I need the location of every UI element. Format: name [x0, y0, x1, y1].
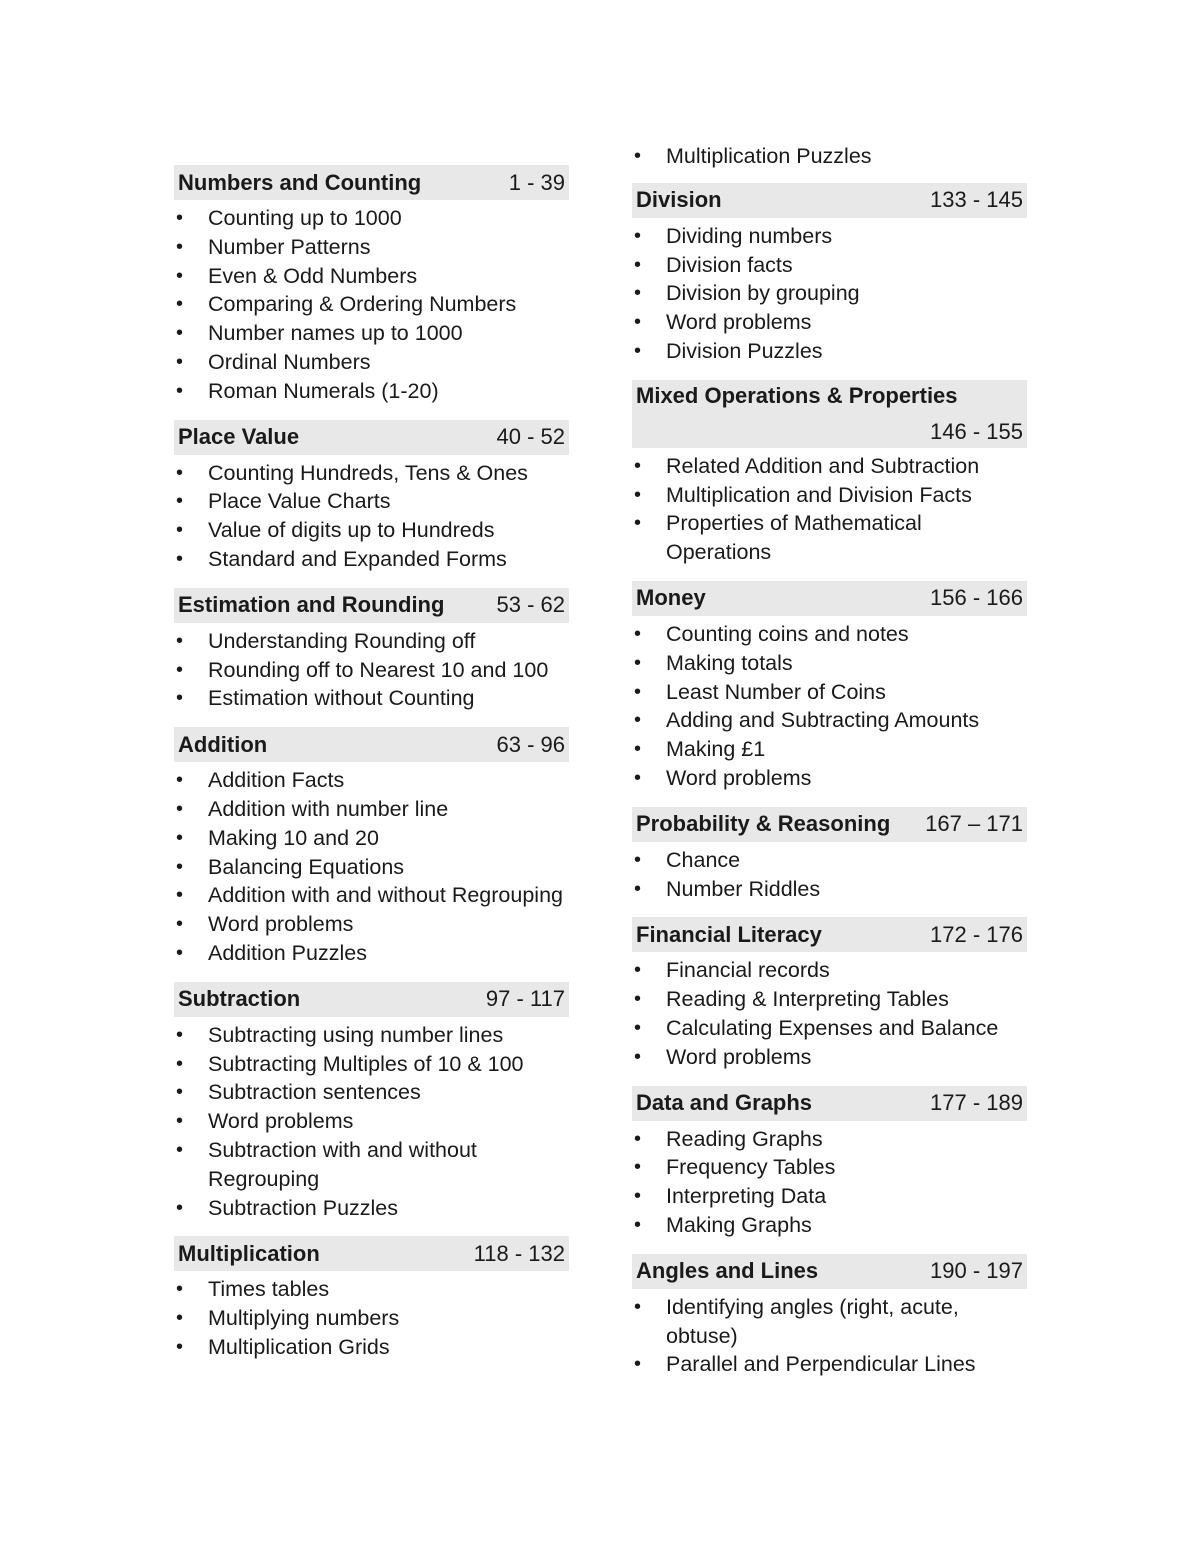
topic-item: • Multiplication Puzzles: [632, 142, 1027, 171]
topic-item: • Multiplication Grids: [174, 1333, 569, 1362]
topic-item: • Reading & Interpreting Tables: [632, 985, 1027, 1014]
topic-item: • Subtraction with and without Regrouping: [174, 1136, 569, 1194]
topic-item: • Making £1: [632, 735, 1027, 764]
page-range: 133 - 145: [930, 187, 1023, 213]
section-data-and-graphs: [632, 1086, 1027, 1240]
topic-item: • Parallel and Perpendicular Lines: [632, 1350, 1027, 1379]
page-range: 190 - 197: [930, 1258, 1023, 1284]
topic-item: • Word problems: [632, 1043, 1027, 1072]
section-multiplication: [174, 1236, 569, 1361]
section-numbers-and-counting: [174, 165, 569, 406]
topic-item: • Times tables: [174, 1275, 569, 1304]
topic-list: [632, 842, 1027, 904]
section-title: Probability & Reasoning: [636, 811, 891, 837]
section-header: [632, 581, 1027, 616]
section-probability-reasoning: [632, 807, 1027, 904]
topic-item: • Place Value Charts: [174, 487, 569, 516]
page-range: 1 - 39: [508, 169, 565, 195]
left-column: [174, 165, 569, 1376]
topic-item: • Subtraction Puzzles: [174, 1194, 569, 1223]
topic-item: • Subtracting using number lines: [174, 1021, 569, 1050]
section-header: [632, 1086, 1027, 1121]
topic-item: • Making Graphs: [632, 1211, 1027, 1240]
topic-item: • Making totals: [632, 649, 1027, 678]
section-title: Numbers and Counting: [178, 169, 422, 195]
page-range: 156 - 166: [930, 585, 1023, 611]
topic-item: • Division by grouping: [632, 279, 1027, 308]
topic-list: [632, 1289, 1027, 1379]
section-header: [174, 982, 569, 1017]
section-header: [632, 917, 1027, 952]
section-estimation-and-rounding: [174, 588, 569, 713]
topic-item: • Comparing & Ordering Numbers: [174, 290, 569, 319]
topic-item: • Division Puzzles: [632, 337, 1027, 366]
section-header: [632, 807, 1027, 842]
section-financial-literacy: [632, 917, 1027, 1071]
page-range: 63 - 96: [496, 731, 565, 757]
page-range: 146 - 155: [930, 418, 1023, 444]
section-title: Money: [636, 585, 706, 611]
topic-list: [174, 455, 569, 574]
topic-list: [174, 623, 569, 713]
section-money: [632, 581, 1027, 793]
section-place-value: [174, 420, 569, 574]
topic-item: • Multiplication and Division Facts: [632, 481, 1027, 510]
topic-item: • Number names up to 1000: [174, 319, 569, 348]
topic-list: [174, 200, 569, 406]
topic-item: • Counting coins and notes: [632, 620, 1027, 649]
section-title: Mixed Operations & Properties: [636, 382, 958, 408]
topic-list: [174, 1271, 569, 1361]
page-range: 97 - 117: [485, 986, 565, 1012]
page-range: 172 - 176: [930, 921, 1023, 947]
topic-item: • Subtracting Multiples of 10 & 100: [174, 1050, 569, 1079]
topic-item: • Word problems: [174, 910, 569, 939]
section-title: Financial Literacy: [636, 921, 822, 947]
topic-item: • Estimation without Counting: [174, 684, 569, 713]
topic-list: [632, 616, 1027, 793]
topic-item: • Addition with number line: [174, 795, 569, 824]
section-title: Subtraction: [178, 986, 301, 1012]
section-title: Place Value: [178, 424, 300, 450]
section-header: [632, 1254, 1027, 1289]
section-title: Estimation and Rounding: [178, 592, 445, 618]
section-header: [174, 727, 569, 762]
section-subtraction: [174, 982, 569, 1223]
topic-item: • Counting Hundreds, Tens & Ones: [174, 459, 569, 488]
topic-item: • Adding and Subtracting Amounts: [632, 706, 1027, 735]
topic-item: • Multiplying numbers: [174, 1304, 569, 1333]
topic-list: [632, 218, 1027, 366]
page-range: 177 - 189: [930, 1090, 1023, 1116]
continued-topic-list: [632, 142, 1027, 171]
topic-list: [632, 952, 1027, 1071]
section-header: [174, 1236, 569, 1271]
topic-item: • Roman Numerals (1-20): [174, 377, 569, 406]
topic-item: • Interpreting Data: [632, 1182, 1027, 1211]
topic-item: • Balancing Equations: [174, 853, 569, 882]
page-range: 167 – 171: [925, 811, 1023, 837]
section-title: Data and Graphs: [636, 1090, 813, 1116]
topic-item: • Word problems: [632, 764, 1027, 793]
section-addition: [174, 727, 569, 968]
topic-item: • Reading Graphs: [632, 1125, 1027, 1154]
section-title: Multiplication: [178, 1240, 320, 1266]
page-range: 118 - 132: [473, 1240, 565, 1266]
section-header: [174, 420, 569, 455]
topic-item: • Frequency Tables: [632, 1153, 1027, 1182]
topic-item: • Counting up to 1000: [174, 204, 569, 233]
topic-list: [174, 762, 569, 968]
section-title: Division: [636, 187, 722, 213]
topic-item: • Calculating Expenses and Balance: [632, 1014, 1027, 1043]
section-title: Angles and Lines: [636, 1258, 819, 1284]
section-header: [632, 380, 1027, 448]
topic-item: • Least Number of Coins: [632, 678, 1027, 707]
section-title: Addition: [178, 731, 268, 757]
topic-item: • Understanding Rounding off: [174, 627, 569, 656]
topic-item: • Division facts: [632, 251, 1027, 280]
right-column: [632, 142, 1027, 1393]
topic-item: • Value of digits up to Hundreds: [174, 516, 569, 545]
topic-list: [632, 448, 1027, 567]
topic-item: • Identifying angles (right, acute, obtuse): [632, 1293, 1027, 1351]
topic-item: • Addition Facts: [174, 766, 569, 795]
topic-list: [174, 1017, 569, 1223]
topic-item: • Word problems: [174, 1107, 569, 1136]
topic-item: • Related Addition and Subtraction: [632, 452, 1027, 481]
topic-item: • Chance: [632, 846, 1027, 875]
section-header: [632, 183, 1027, 218]
topic-item: • Financial records: [632, 956, 1027, 985]
topic-item: • Even & Odd Numbers: [174, 262, 569, 291]
page-range: 53 - 62: [496, 592, 565, 618]
topic-item: • Ordinal Numbers: [174, 348, 569, 377]
topic-item: • Number Patterns: [174, 233, 569, 262]
topic-item: • Subtraction sentences: [174, 1078, 569, 1107]
topic-item: • Word problems: [632, 308, 1027, 337]
topic-item: • Addition Puzzles: [174, 939, 569, 968]
topic-item: • Rounding off to Nearest 10 and 100: [174, 656, 569, 685]
page-range: 40 - 52: [496, 424, 565, 450]
section-mixed-operations-properties: [632, 380, 1027, 567]
topic-item: • Making 10 and 20: [174, 824, 569, 853]
topic-item: • Dividing numbers: [632, 222, 1027, 251]
topic-item: • Number Riddles: [632, 875, 1027, 904]
topic-item: • Standard and Expanded Forms: [174, 545, 569, 574]
topic-item: • Addition with and without Regrouping: [174, 881, 569, 910]
section-header: [174, 588, 569, 623]
topic-item: • Properties of Mathematical Operations: [632, 509, 1027, 567]
section-division: [632, 183, 1027, 366]
section-angles-and-lines: [632, 1254, 1027, 1379]
topic-list: [632, 1121, 1027, 1240]
section-header: [174, 165, 569, 200]
